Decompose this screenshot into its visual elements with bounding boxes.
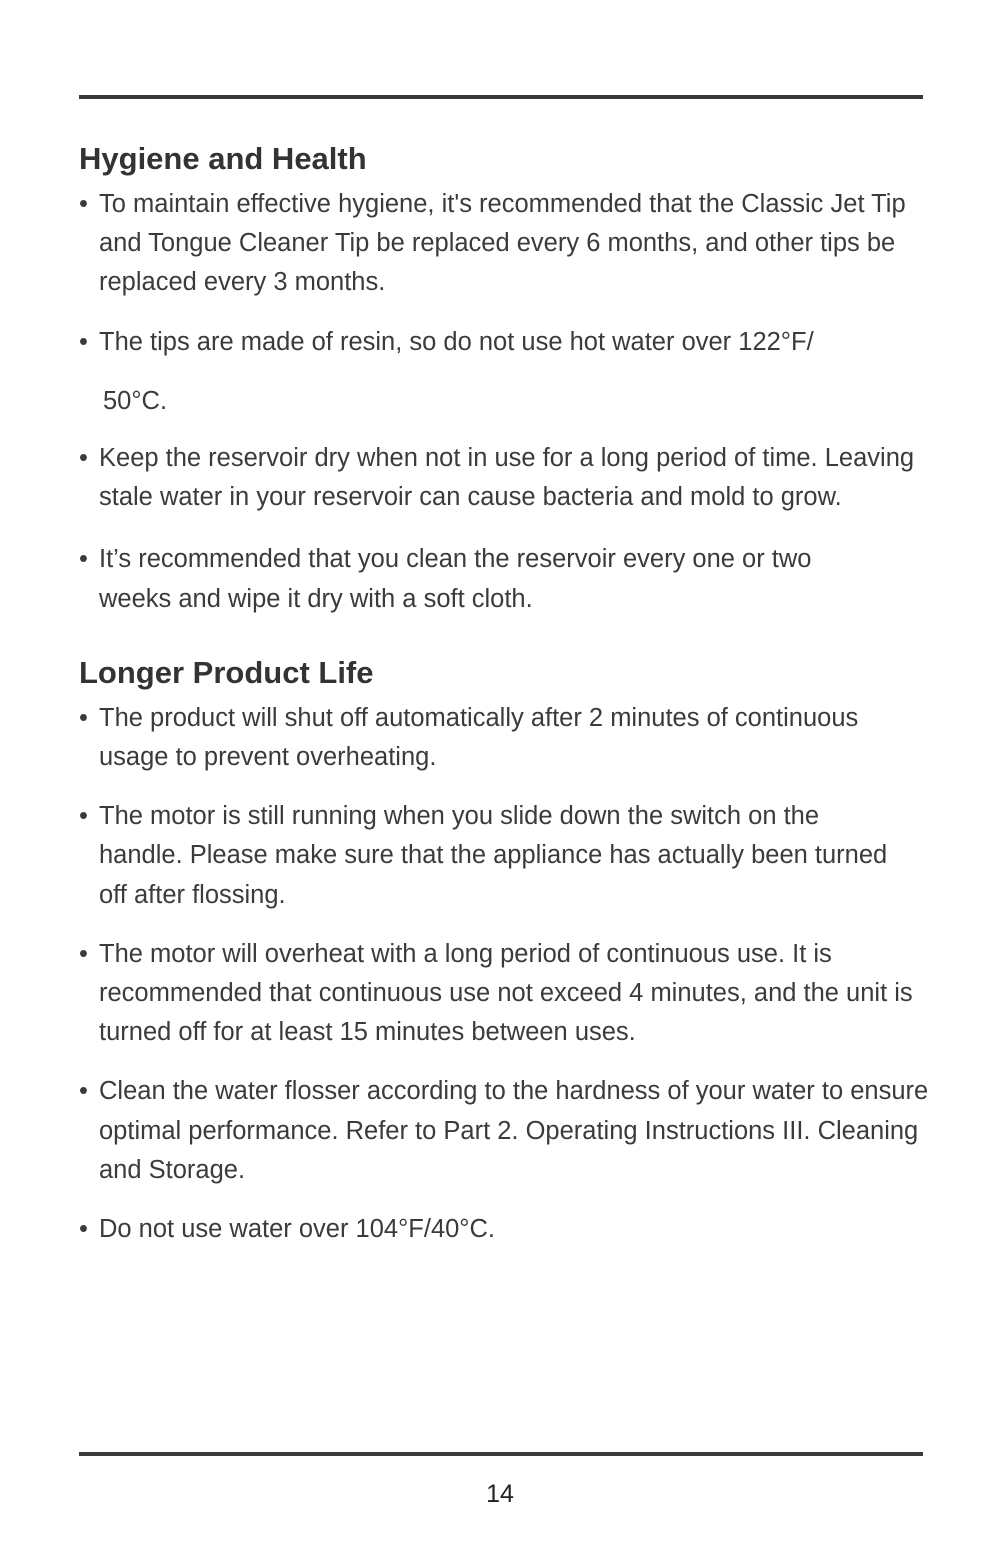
section-heading-hygiene: Hygiene and Health — [79, 141, 367, 176]
list-item — [79, 699, 929, 777]
list-item-text: Keep the reservoir dry when not in use for a long period of time. Leaving stale water in your reservoir can cause bacteria and mold to grow. — [99, 444, 915, 512]
list-item-text: 50°C. — [103, 386, 168, 415]
page-content — [79, 137, 929, 1249]
list-item-text: It’s recommended that you clean the reservoir every one or two weeks and wipe it dry with a soft cloth. — [99, 545, 812, 613]
bullet-icon: • — [79, 1215, 88, 1244]
list-item — [79, 797, 929, 915]
list-item — [79, 540, 929, 618]
list-item-text: The tips are made of resin, so do not use hot water over 122°F/ — [99, 327, 814, 356]
bullet-icon: • — [79, 190, 88, 218]
bullet-icon: • — [79, 703, 88, 732]
list-item — [79, 439, 929, 517]
list-item — [79, 323, 929, 362]
hygiene-list — [79, 185, 929, 619]
product-life-list — [79, 699, 929, 1249]
bullet-icon: • — [79, 327, 88, 356]
list-item-continuation — [79, 382, 929, 421]
section-heading-product-life: Longer Product Life — [79, 654, 374, 690]
bullet-icon: • — [79, 939, 88, 968]
list-item — [79, 1210, 929, 1249]
bullet-icon: • — [79, 444, 88, 473]
top-rule — [79, 95, 923, 99]
bullet-icon: • — [79, 802, 88, 831]
bullet-icon: • — [79, 545, 88, 574]
list-item — [79, 935, 929, 1053]
list-item-text: The product will shut off automatically after 2 minutes of continuous usage to prevent overheating. — [99, 703, 859, 772]
list-item-text: The motor is still running when you slide down the switch on the handle. Please make sure that the appliance has actually been turned off after flossing. — [99, 802, 888, 909]
list-item — [79, 185, 929, 303]
bullet-icon: • — [79, 1077, 88, 1106]
list-item — [79, 1072, 929, 1190]
list-item-text: The motor will overheat with a long period of continuous use. It is recommended that continuous use not exceed 4 minutes, and the unit is turned off for at least 15 minutes between uses. — [99, 939, 913, 1047]
list-item-text: To maintain effective hygiene, it's recommended that the Classic Jet Tip and Tongue Cleaner Tip be replaced every 6 months, and other tips be replaced every 3 months. — [99, 190, 906, 297]
list-item-text: Clean the water flosser according to the hardness of your water to ensure optimal performance. Refer to Part 2. Operating Instructions III. Cleaning and Storage. — [99, 1077, 929, 1184]
bottom-rule — [79, 1452, 923, 1456]
list-item-text: Do not use water over 104°F/40°C. — [99, 1215, 496, 1244]
page-number: 14 — [486, 1480, 514, 1508]
